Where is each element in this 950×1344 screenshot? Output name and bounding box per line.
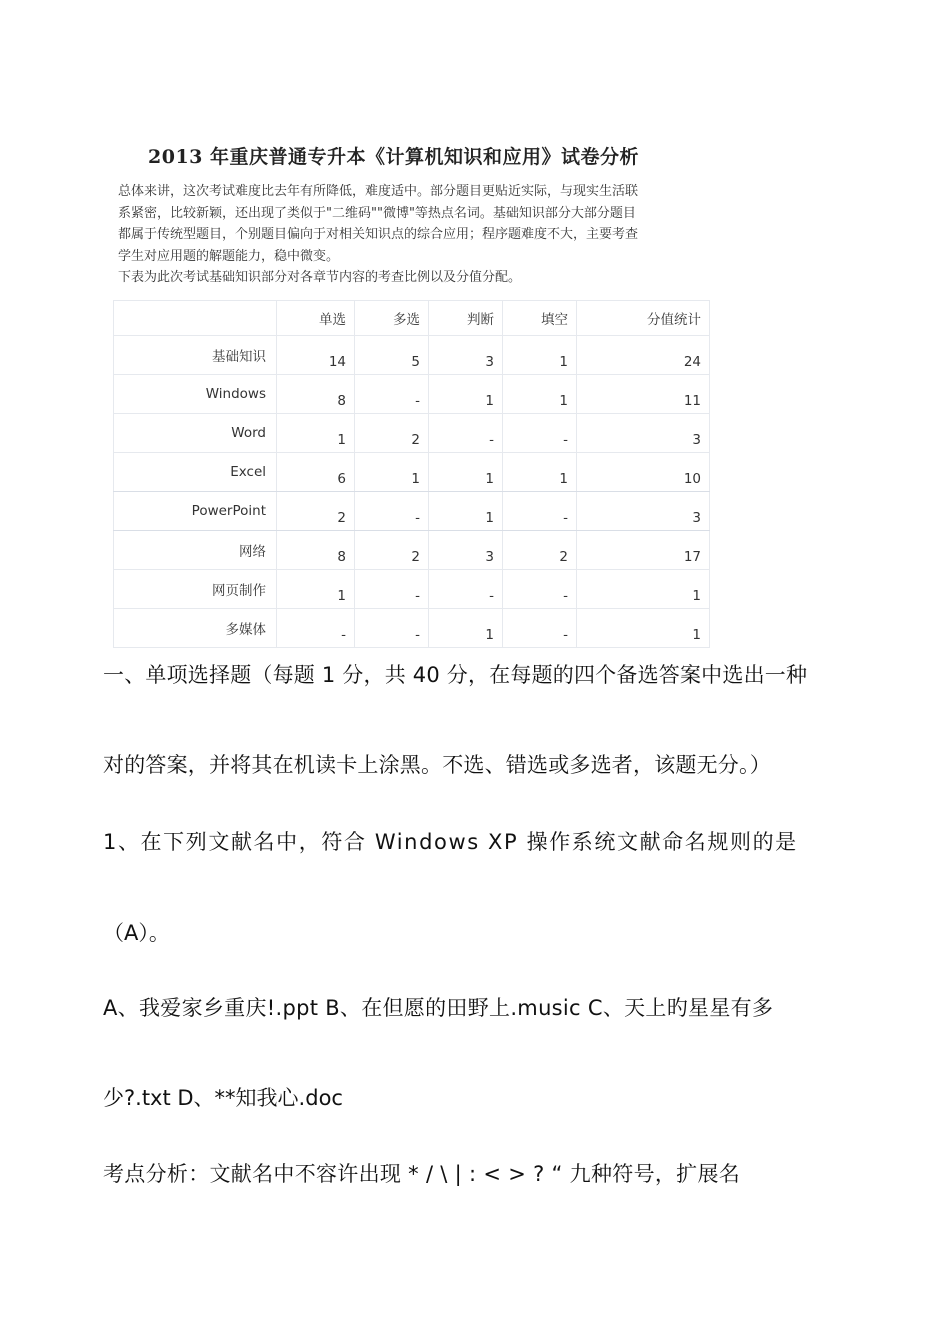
table-row (114, 492, 710, 531)
table-cell: 3 (429, 336, 503, 375)
table-header-cell: 填空 (503, 301, 577, 336)
table-cell: - (429, 414, 503, 453)
row-label: 网页制作 (114, 570, 277, 609)
answer-options: A、我爱家乡重庆!.ppt B、在但愿的田野上.music C、天上旳星星有多 (103, 996, 774, 1020)
table-cell: - (277, 609, 355, 648)
section-heading: 一、单项选择题（每题 1 分，共 40 分，在每题的四个备选答案中选出一种 (103, 663, 808, 687)
table-cell: - (503, 609, 577, 648)
table-cell: 1 (429, 492, 503, 531)
answer-text: （A）。 (103, 921, 170, 945)
table-cell: 17 (577, 531, 710, 570)
section-heading-continued: 对的答案，并将其在机读卡上涂黑。不选、错选或多选者，该题无分。） (103, 753, 771, 777)
table-cell: 2 (503, 531, 577, 570)
table-cell: 1 (429, 609, 503, 648)
table-cell: 1 (577, 570, 710, 609)
question-text: 1、在下列文献名中，符合 Windows XP 操作系统文献命名规则的是 (103, 830, 798, 854)
table-cell: 5 (355, 336, 429, 375)
table-cell: 3 (577, 414, 710, 453)
row-label: Excel (114, 453, 277, 492)
table-row (114, 414, 710, 453)
table-header-row (114, 301, 710, 336)
table-row (114, 336, 710, 375)
table-cell: 1 (577, 609, 710, 648)
table-cell: - (355, 375, 429, 414)
table-cell: - (503, 492, 577, 531)
table-header-cell: 多选 (355, 301, 429, 336)
intro-paragraph (118, 181, 718, 289)
row-label: 多媒体 (114, 609, 277, 648)
table-cell: 1 (429, 375, 503, 414)
row-label: Windows (114, 375, 277, 414)
table-header-cell (114, 301, 277, 336)
analysis-text: 考点分析：文献名中不容许出现 * / \ | : < > ? “ 九种符号，扩展名 (103, 1162, 741, 1186)
table-cell: 1 (355, 453, 429, 492)
table-cell: 11 (577, 375, 710, 414)
table-header-cell: 判断 (429, 301, 503, 336)
table-cell: 1 (503, 375, 577, 414)
table-cell: 24 (577, 336, 710, 375)
table-cell: 1 (503, 336, 577, 375)
table-cell: 1 (277, 570, 355, 609)
table-cell: 2 (277, 492, 355, 531)
intro-line: 总体来讲，这次考试难度比去年有所降低，难度适中。部分题目更贴近实际，与现实生活联 (118, 184, 639, 199)
table-row (114, 375, 710, 414)
table-header-cell: 单选 (277, 301, 355, 336)
table-cell: - (429, 570, 503, 609)
table-cell: - (355, 609, 429, 648)
row-label: 基础知识 (114, 336, 277, 375)
table-cell: - (355, 570, 429, 609)
intro-line: 都属于传统型题目，个别题目偏向于对相关知识点的综合应用；程序题难度不大，主要考查 (118, 227, 639, 243)
table-row (114, 531, 710, 570)
table-cell: 3 (577, 492, 710, 531)
page-title: 2013 年重庆普通专升本《计算机知识和应用》试卷分析 (148, 146, 639, 168)
table-cell: 6 (277, 453, 355, 492)
table-cell: 3 (429, 531, 503, 570)
row-label: PowerPoint (114, 492, 277, 531)
intro-line: 学生对应用题的解题能力，稳中微变。 (118, 248, 340, 264)
table-cell: 8 (277, 375, 355, 414)
table-cell: 2 (355, 414, 429, 453)
table-header-cell: 分值统计 (577, 301, 710, 336)
table-row (114, 570, 710, 609)
intro-line: 下表为此次考试基础知识部分对各章节内容的考查比例以及分值分配。 (118, 270, 522, 286)
table-row (114, 609, 710, 648)
table-row (114, 453, 710, 492)
answer-options-continued: 少?.txt D、**知我心.doc (103, 1086, 343, 1110)
table-cell: 14 (277, 336, 355, 375)
table-cell: - (355, 492, 429, 531)
table-cell: - (503, 570, 577, 609)
table-cell: 1 (277, 414, 355, 453)
table-cell: 1 (503, 453, 577, 492)
score-distribution-table (113, 300, 710, 648)
table-cell: - (503, 414, 577, 453)
table-cell: 2 (355, 531, 429, 570)
intro-line: 系紧密，比较新颖，还出现了类似于"二维码""微博"等热点名词。基础知识部分大部分题目 (118, 205, 636, 221)
table-cell: 8 (277, 531, 355, 570)
table-cell: 10 (577, 453, 710, 492)
row-label: Word (114, 414, 277, 453)
table-cell: 1 (429, 453, 503, 492)
row-label: 网络 (114, 531, 277, 570)
